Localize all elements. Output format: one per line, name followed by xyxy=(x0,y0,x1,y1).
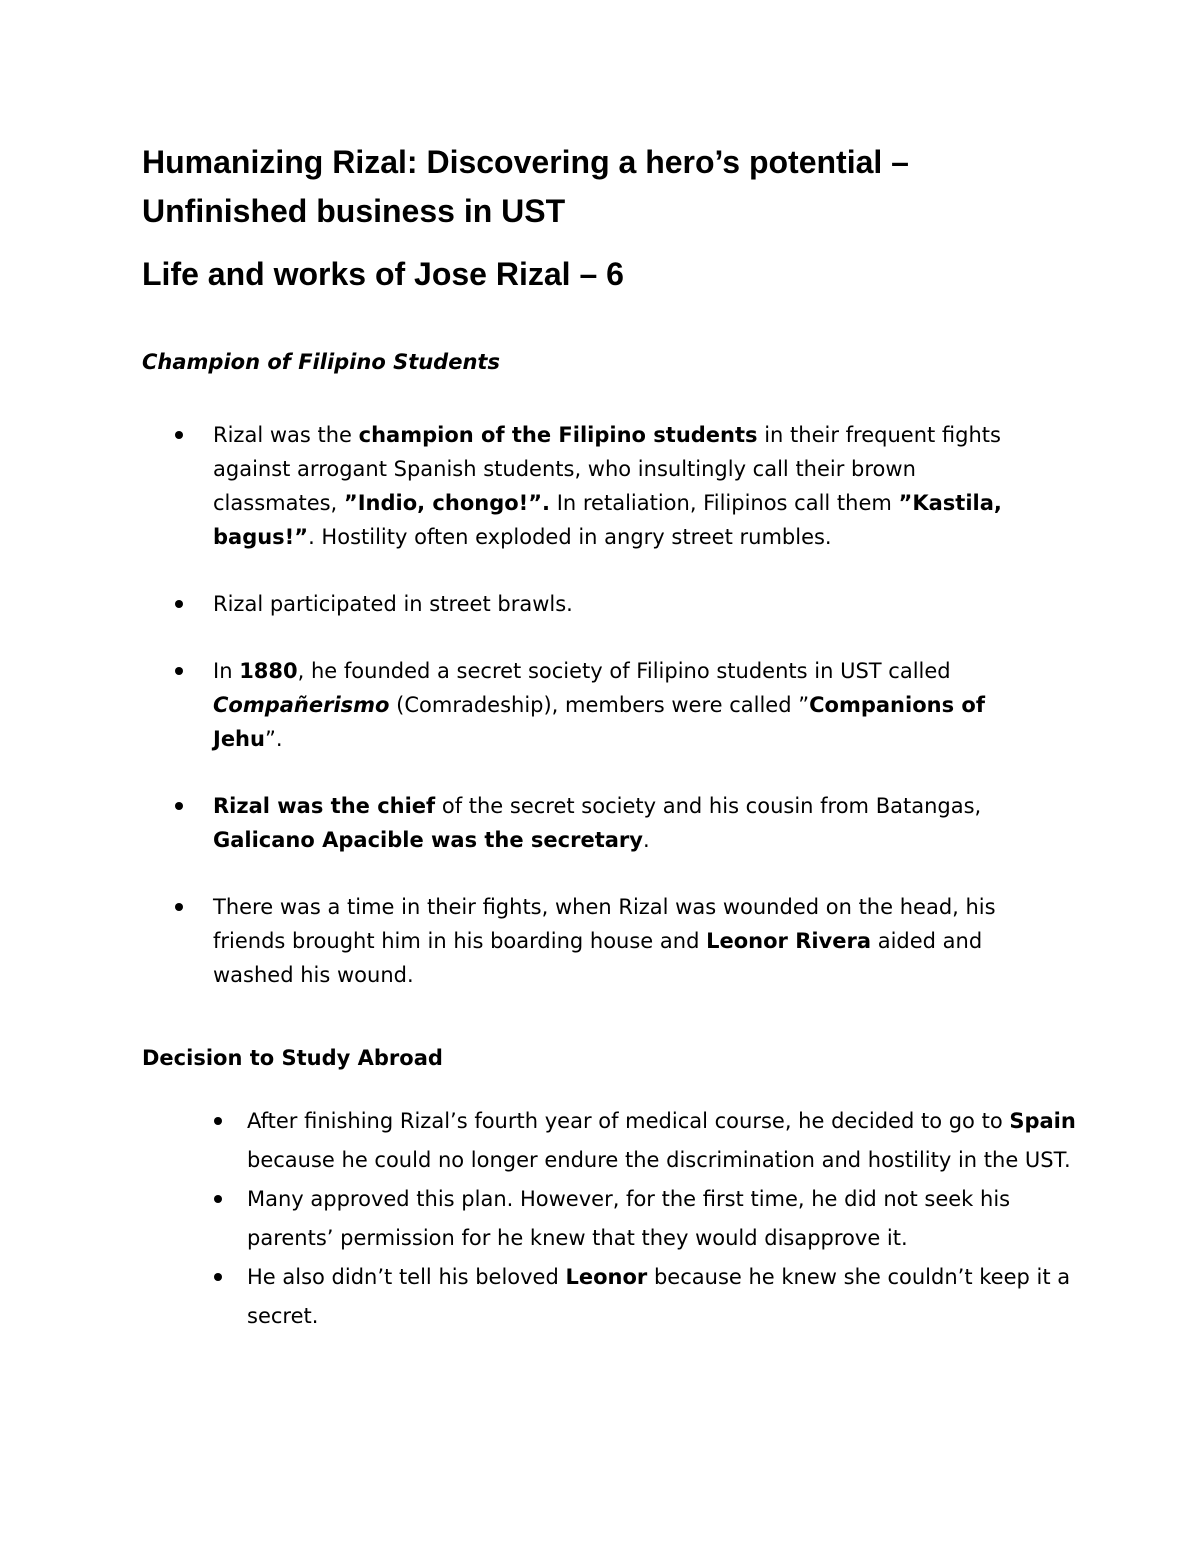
list-item xyxy=(247,1258,1077,1336)
text-run: because he knew she couldn’t keep it a secret. xyxy=(247,1265,1071,1328)
text-run: . xyxy=(642,828,650,852)
bold-text: 1880 xyxy=(239,659,298,683)
text-run: Many approved this plan. However, for the first time, he did not seek his parents’ permission for he knew that they would disapprove it. xyxy=(247,1187,1011,1250)
text-run: Rizal was the xyxy=(213,423,359,447)
bold-italic-text: Compañerismo xyxy=(213,693,390,717)
bullet-icon xyxy=(175,903,183,911)
bullet-icon xyxy=(175,431,183,439)
bold-text: Companions of Jehu xyxy=(213,693,985,751)
bold-text: Rizal was the chief xyxy=(213,794,436,818)
list-item xyxy=(213,789,1043,857)
text-run: In retaliation, Filipinos call them xyxy=(550,491,899,515)
text-run: , he founded a secret society of Filipino students in UST called xyxy=(297,659,951,683)
text-run: In xyxy=(213,659,240,683)
bold-text: ”Indio, chongo!”. xyxy=(343,491,551,515)
bold-text: Spain xyxy=(1009,1109,1076,1133)
text-run: He also didn’t tell his beloved xyxy=(247,1265,566,1289)
text-run: of the secret society and his cousin from Batangas, xyxy=(435,794,982,818)
bold-text: champion of the Filipino students xyxy=(358,423,758,447)
text-run: ”. xyxy=(264,727,283,751)
bold-text: Leonor xyxy=(565,1265,648,1289)
text-run: There was a time in their fights, when Rizal was wounded on the head, his friends brought him in his boarding house and xyxy=(213,895,996,953)
bullet-icon xyxy=(175,600,183,608)
bullet-icon xyxy=(214,1273,222,1281)
section-heading-study-abroad: Decision to Study Abroad xyxy=(142,1046,443,1070)
text-run: because he could no longer endure the discrimination and hostility in the UST. xyxy=(247,1148,1071,1172)
text-run: (Comradeship), members were called ” xyxy=(389,693,810,717)
bold-text: ”Kastila, bagus!” xyxy=(213,491,1002,549)
bullet-icon xyxy=(175,667,183,675)
bullet-icon xyxy=(175,802,183,810)
champion-bullet-list xyxy=(213,418,1043,1025)
document-title-line1: Humanizing Rizal: Discovering a hero’s potential – xyxy=(142,144,909,180)
text-run: aided and washed his wound. xyxy=(213,929,983,987)
document-title-line2: Unfinished business in UST xyxy=(142,193,566,229)
list-item xyxy=(213,587,1043,621)
document-subtitle: Life and works of Jose Rizal – 6 xyxy=(142,256,624,292)
list-item xyxy=(213,654,1043,756)
study-abroad-bullet-list xyxy=(247,1102,1077,1336)
list-item xyxy=(213,890,1043,992)
text-run: . Hostility often exploded in angry street rumbles. xyxy=(308,525,832,549)
bullet-icon xyxy=(214,1195,222,1203)
text-run: in their frequent fights against arrogant Spanish students, who insultingly call their brown classmates, xyxy=(213,423,1001,515)
bold-text: Leonor Rivera xyxy=(706,929,872,953)
list-item xyxy=(247,1102,1077,1180)
text-run: Rizal participated in street brawls. xyxy=(213,592,573,616)
list-item xyxy=(213,418,1043,554)
list-item xyxy=(247,1180,1077,1258)
text-run: After finishing Rizal’s fourth year of medical course, he decided to go to xyxy=(247,1109,1010,1133)
bold-text: Galicano Apacible was the secretary xyxy=(213,828,643,852)
bullet-icon xyxy=(214,1117,222,1125)
section-heading-champion: Champion of Filipino Students xyxy=(142,350,500,374)
